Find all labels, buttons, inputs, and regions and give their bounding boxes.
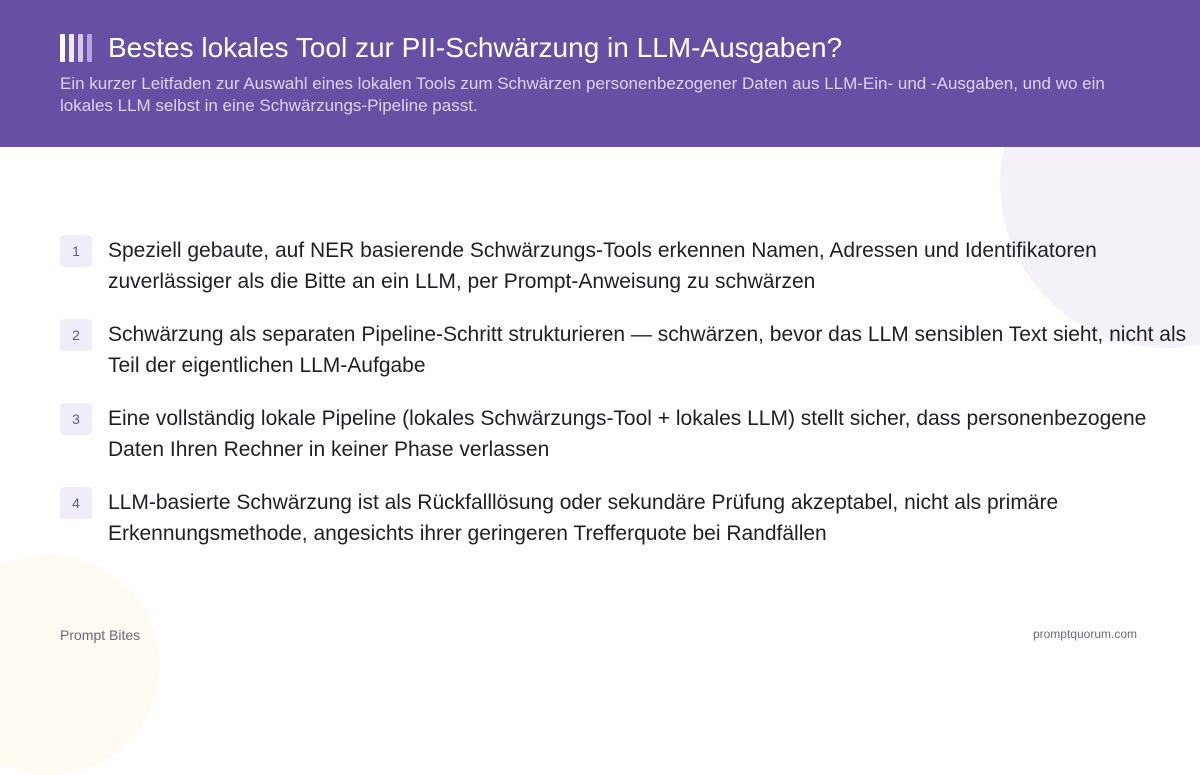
point-text: Schwärzung als separaten Pipeline-Schritt strukturieren — schwärzen, bevor das LLM sensiblen Text sieht, nicht als Teil der eigentlichen LLM-Aufgabe xyxy=(108,323,1187,377)
list-item xyxy=(60,487,1190,571)
point-number-badge: 2 xyxy=(60,319,92,351)
list-item xyxy=(60,319,1190,403)
point-text: Eine vollständig lokale Pipeline (lokales Schwärzungs-Tool + lokales LLM) stellt sicher, dass personenbezogene Daten Ihren Rechner in keiner Phase verlassen xyxy=(108,407,1147,461)
list-item xyxy=(60,235,1190,319)
header-banner xyxy=(0,0,1200,147)
logo-bar xyxy=(69,34,74,62)
decorative-circle-bottom-left xyxy=(0,555,160,775)
point-number-badge: 4 xyxy=(60,487,92,519)
four-bars-icon xyxy=(60,34,94,62)
point-text: LLM-basierte Schwärzung ist als Rückfalllösung oder sekundäre Prüfung akzeptabel, nicht als primäre Erkennungsmethode, angesichts ihrer geringeren Trefferquote bei Randfällen xyxy=(108,491,1059,545)
page-title: Bestes lokales Tool zur PII-Schwärzung in LLM-Ausgaben? xyxy=(108,32,843,63)
point-text: Speziell gebaute, auf NER basierende Schwärzungs-Tools erkennen Namen, Adressen und Identifikatoren zuverlässiger als die Bitte an ein LLM, per Prompt-Anweisung zu schwärzen xyxy=(108,239,1097,293)
logo-bar xyxy=(78,34,83,62)
logo-bar xyxy=(87,34,92,62)
point-number-badge: 3 xyxy=(60,403,92,435)
key-points-list xyxy=(60,235,1190,571)
list-item xyxy=(60,403,1190,487)
footer-brand: Prompt Bites xyxy=(60,627,141,643)
page-subtitle: Ein kurzer Leitfaden zur Auswahl eines lokalen Tools zum Schwärzen personenbezogener Daten aus LLM-Ein- und -Ausgaben, und wo ein lokales LLM selbst in eine Schwärzungs-Pipeline passt. xyxy=(60,74,1105,115)
point-number-badge: 1 xyxy=(60,235,92,267)
footer-site: promptquorum.com xyxy=(1032,627,1137,641)
logo-bar xyxy=(60,34,65,62)
